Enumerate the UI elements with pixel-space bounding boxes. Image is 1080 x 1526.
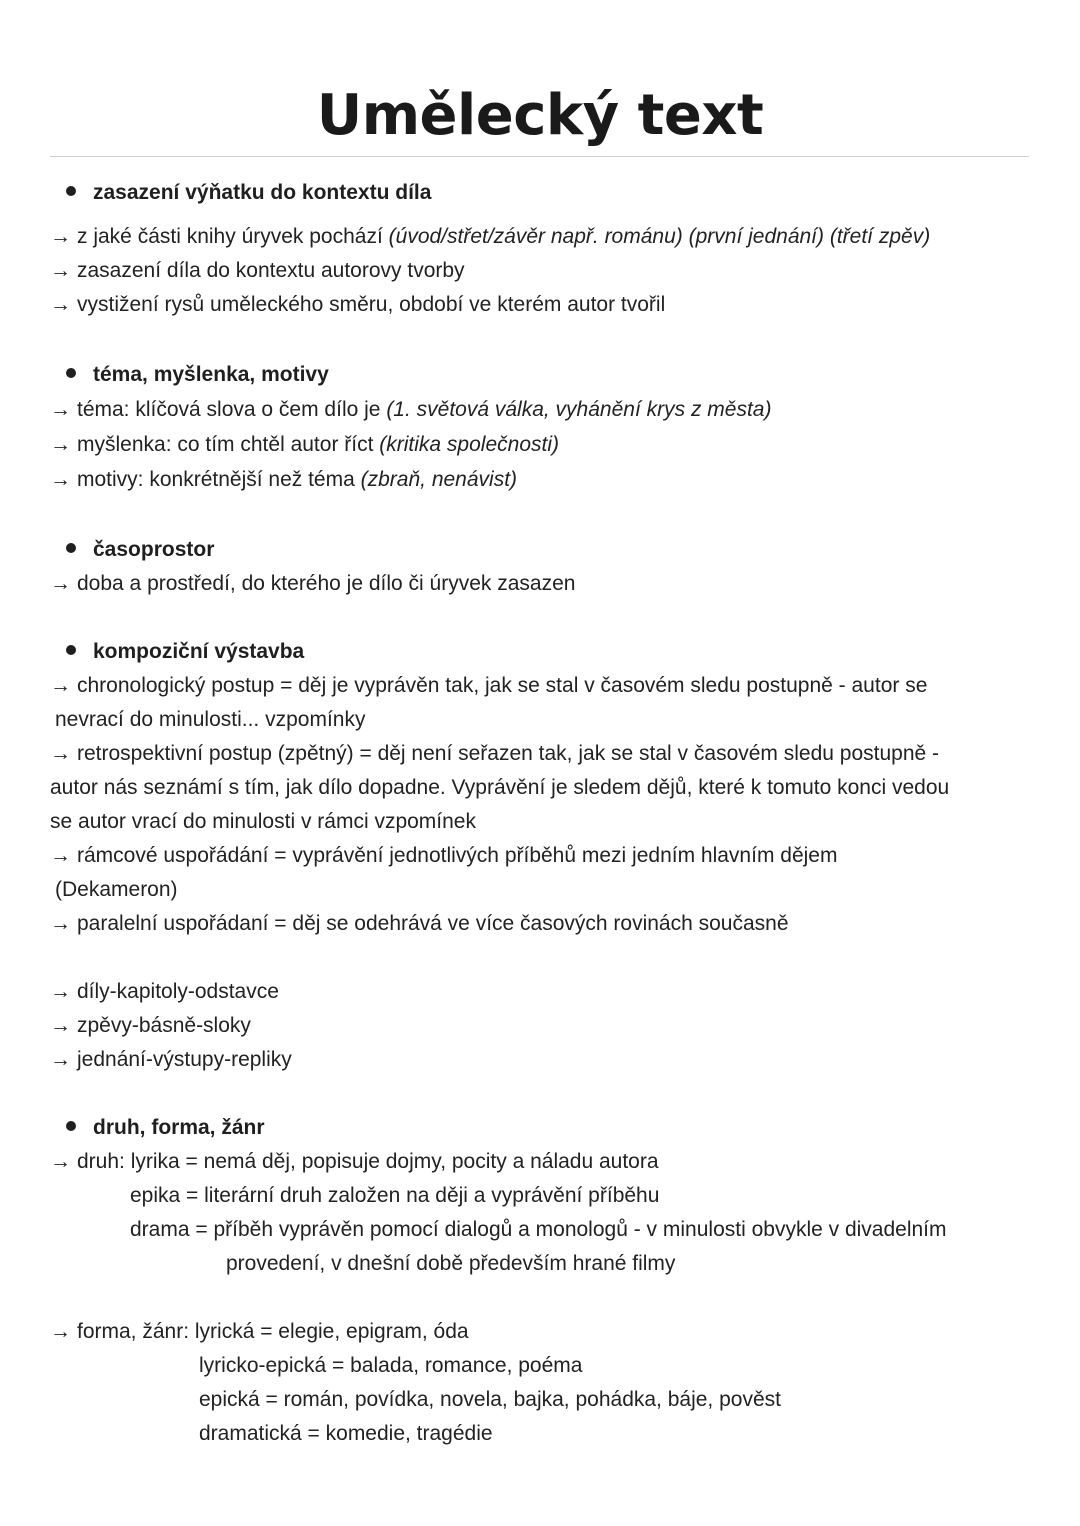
context-line-1: → z jaké části knihy úryvek pochází (úvod/střet/závěr např. románu) (první jednání) (třetí zpěv) xyxy=(50,222,930,252)
arrow-right-icon: → xyxy=(50,674,71,697)
composition-line-4: → paralelní uspořádaní = děj se odehrává ve více časových rovinách současně xyxy=(50,909,789,939)
arrow-right-icon: → xyxy=(50,398,71,421)
bullet-icon xyxy=(66,368,76,378)
theme-line-1: → téma: klíčová slova o čem dílo je (1. světová válka, vyhánění krys z města) xyxy=(50,395,771,425)
arrow-right-icon: → xyxy=(50,1014,71,1037)
arrow-right-icon: → xyxy=(50,912,71,935)
bullet-icon xyxy=(66,186,76,196)
heading-context: zasazení výňatku do kontextu díla xyxy=(66,178,431,208)
composition-line-3: → rámcové uspořádání = vyprávění jednotlivých příběhů mezi jedním hlavním dějem xyxy=(50,841,837,871)
arrow-right-icon: → xyxy=(50,468,71,491)
composition-line-7: → jednání-výstupy-repliky xyxy=(50,1045,292,1075)
arrow-right-icon: → xyxy=(50,259,71,282)
chronotope-line-1: → doba a prostředí, do kterého je dílo či úryvek zasazen xyxy=(50,569,575,599)
genre-kind-line-3-cont: provedení, v dnešní době především hrané filmy xyxy=(226,1252,676,1275)
arrow-right-icon: → xyxy=(50,572,71,595)
arrow-right-icon: → xyxy=(50,742,71,765)
arrow-right-icon: → xyxy=(50,980,71,1003)
heading-genre: druh, forma, žánr xyxy=(66,1113,265,1143)
arrow-right-icon: → xyxy=(50,1048,71,1071)
genre-kind-line-2: epika = literární druh založen na ději a vyprávění příběhu xyxy=(130,1184,660,1207)
genre-form-line-2: lyricko-epická = balada, romance, poéma xyxy=(199,1354,583,1377)
genre-form-line-3: epická = román, povídka, novela, bajka, pohádka, báje, pověst xyxy=(199,1388,781,1411)
bullet-icon xyxy=(66,543,76,553)
context-line-2: → zasazení díla do kontextu autorovy tvorby xyxy=(50,256,465,286)
composition-line-2-cont-a: autor nás seznámí s tím, jak dílo dopadne. Vyprávění je sledem dějů, které k tomuto konci vedou xyxy=(50,776,950,799)
composition-line-2: → retrospektivní postup (zpětný) = děj není seřazen tak, jak se stal v časovém sledu postupně - xyxy=(50,739,939,769)
genre-form-line-1: → forma, žánr: lyrická = elegie, epigram, óda xyxy=(50,1317,469,1347)
genre-kind-line-1: → druh: lyrika = nemá děj, popisuje dojmy, pocity a náladu autora xyxy=(50,1147,659,1177)
theme-line-3: → motivy: konkrétnější než téma (zbraň, nenávist) xyxy=(50,465,517,495)
arrow-right-icon: → xyxy=(50,844,71,867)
heading-theme: téma, myšlenka, motivy xyxy=(66,360,329,390)
heading-chronotope: časoprostor xyxy=(66,535,214,565)
genre-kind-line-3: drama = příběh vyprávěn pomocí dialogů a monologů - v minulosti obvykle v divadelním xyxy=(130,1218,947,1241)
heading-composition: kompoziční výstavba xyxy=(66,637,304,667)
bullet-icon xyxy=(66,1121,76,1131)
page-title: Umělecký text xyxy=(316,83,764,148)
bullet-icon xyxy=(66,645,76,655)
composition-line-1: → chronologický postup = děj je vyprávěn tak, jak se stal v časovém sledu postupně - autor se xyxy=(50,671,927,701)
arrow-right-icon: → xyxy=(50,1320,71,1343)
composition-line-3-cont: (Dekameron) xyxy=(55,878,178,901)
composition-line-1-cont: nevrací do minulosti... vzpomínky xyxy=(55,708,366,731)
genre-form-line-4: dramatická = komedie, tragédie xyxy=(199,1422,493,1445)
context-line-3: → vystižení rysů uměleckého směru, období ve kterém autor tvořil xyxy=(50,290,665,320)
composition-line-5: → díly-kapitoly-odstavce xyxy=(50,977,279,1007)
title-divider xyxy=(50,156,1029,157)
arrow-right-icon: → xyxy=(50,225,71,248)
arrow-right-icon: → xyxy=(50,293,71,316)
arrow-right-icon: → xyxy=(50,1150,71,1173)
theme-line-2: → myšlenka: co tím chtěl autor říct (kritika společnosti) xyxy=(50,430,559,460)
arrow-right-icon: → xyxy=(50,433,71,456)
composition-line-2-cont-b: se autor vrací do minulosti v rámci vzpomínek xyxy=(50,810,476,833)
composition-line-6: → zpěvy-básně-sloky xyxy=(50,1011,251,1041)
